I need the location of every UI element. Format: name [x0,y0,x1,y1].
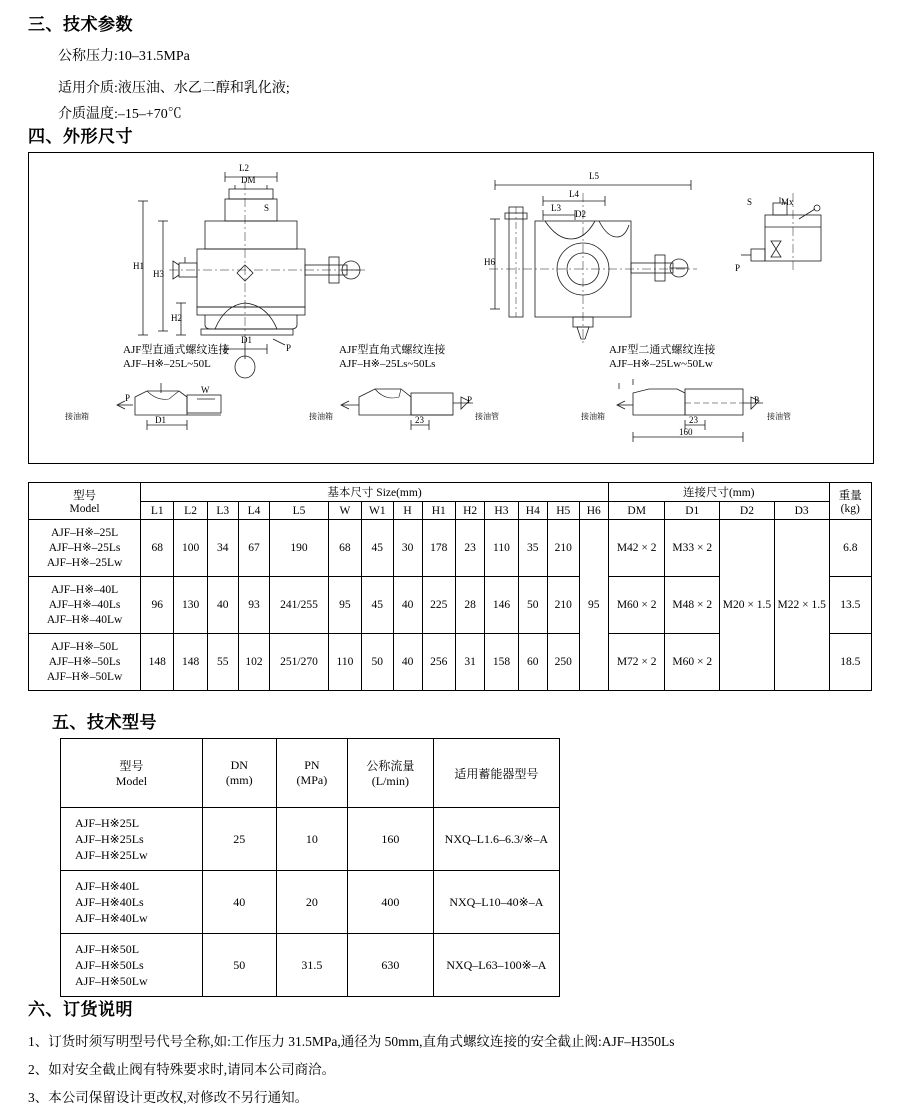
cell-l2: 130 [174,577,207,634]
dim-label-pipe-mid: 接油管 [475,412,499,421]
cell-model: AJF–H※40L [75,879,140,893]
th-w1: W1 [362,502,393,520]
dim-label-tank-left: 接油箱 [65,412,89,421]
dim-label-h6: H6 [484,257,495,267]
th2-pn: PN [304,758,320,772]
cell-h4: 60 [518,634,547,691]
th-h2: H2 [455,502,484,520]
cell-h: 40 [393,634,422,691]
cell-model: AJF–H※25Ls [75,832,144,846]
cell-w1: 50 [362,634,393,691]
th2-flow-unit: (L/min) [371,774,410,788]
th-l1: L1 [141,502,174,520]
caption-1-line2: AJF–H※–25L~50L [123,358,211,370]
table-row [29,520,872,577]
caption-2-line2: AJF–H※–25Ls~50Ls [339,358,436,370]
cell-h2: 23 [455,520,484,577]
th-d2: D2 [720,502,775,520]
cell-weight: 13.5 [829,577,871,634]
ordering-note-1: 1、订货时须写明型号代号全称,如:工作压力 31.5MPa,通径为 50mm,直角式螺纹连接的安全截止阀:AJF–H350Ls [28,1034,675,1049]
cell-accumulator: NXQ–L10–40※–A [433,871,559,934]
dim-label-l3: L3 [551,203,561,213]
cell-accumulator: NXQ–L63–100※–A [433,934,559,997]
dim-label-h1: H1 [133,261,144,271]
dim-label-dm: DM [241,175,256,185]
parameter-nominal-pressure: 公称压力:10–31.5MPa [58,49,190,64]
dim-label-mx: Mx [781,197,794,207]
dim-label-l5: L5 [589,171,599,181]
dim-label-d1-bottom: D1 [155,415,166,425]
dim-label-l2: L2 [239,163,249,173]
cell-d1: M60 × 2 [665,634,720,691]
th-h4: H4 [518,502,547,520]
cell-l1: 68 [141,520,174,577]
cell-h1: 256 [422,634,455,691]
cell-model: AJF–H※50L [75,942,140,956]
dim-label-p: P [286,343,292,353]
cell-accumulator: NXQ–L1.6–6.3/※–A [433,808,559,871]
dim-label-23-mid: 23 [415,415,424,425]
dim-label-w: W [201,385,210,395]
dim-label-l4: L4 [569,189,579,199]
cell-h1: 225 [422,577,455,634]
cell-model: AJF–H※–25L [50,526,119,539]
cell-h3: 146 [485,577,518,634]
cell-d3: M22 × 1.5 [774,520,829,691]
cell-l5: 190 [270,520,329,577]
cell-h1: 178 [422,520,455,577]
th-l4: L4 [238,502,270,520]
th-weight-cn: 重量 [838,490,862,502]
cell-l3: 55 [207,634,238,691]
cell-l3: 40 [207,577,238,634]
cell-d1: M48 × 2 [665,577,720,634]
cell-l2: 148 [174,634,207,691]
cell-dn: 40 [202,871,276,934]
table-header-row-2 [29,502,872,520]
th-d1: D1 [665,502,720,520]
th-connect-size: 连接尺寸(mm) [608,483,829,502]
cell-l5: 251/270 [270,634,329,691]
cell-model: AJF–H※40Lw [75,911,148,925]
table-header-row-1 [29,483,872,502]
th2-dn: DN [230,758,248,772]
dim-label-tank-mid: 接油箱 [309,412,333,421]
cell-h5: 210 [548,577,580,634]
dim-label-23-right: 23 [689,415,698,425]
section-title-dimensions: 四、外形尺寸 [28,127,133,146]
dim-label-p-right2: P [754,395,760,405]
cell-dn: 50 [202,934,276,997]
cell-pn: 10 [276,808,347,871]
cell-d2: M20 × 1.5 [720,520,775,691]
cell-h: 30 [393,520,422,577]
table-row [61,808,560,871]
cell-model: AJF–H※–50Lw [46,670,123,683]
cell-model: AJF–H※–25Ls [48,541,121,554]
parameter-medium: 适用介质:液压油、水乙二醇和乳化液; [58,81,290,96]
th-dm: DM [608,502,664,520]
section-title-technical-model: 五、技术型号 [52,713,157,732]
ordering-note-3: 3、本公司保留设计更改权,对修改不另行通知。 [28,1090,309,1105]
cell-dm: M72 × 2 [608,634,664,691]
cell-h6: 95 [579,520,608,691]
dim-label-160: 160 [679,427,693,437]
cell-h4: 50 [518,577,547,634]
th-model-en: Model [69,503,100,515]
cell-model: AJF–H※–50Ls [48,655,121,668]
th2-dn-unit: (mm) [225,773,253,787]
dim-label-s: S [264,203,270,213]
cell-h5: 250 [548,634,580,691]
table-row [61,871,560,934]
th-model-cn: 型号 [73,490,97,502]
dim-label-h2: H2 [171,313,182,323]
th-l3: L3 [207,502,238,520]
th-h3: H3 [485,502,518,520]
cell-pn: 20 [276,871,347,934]
section-title-technical-parameters: 三、技术参数 [28,15,133,34]
caption-3-line2: AJF–H※–25Lw~50Lw [609,358,713,370]
cell-model: AJF–H※–25Lw [46,556,123,569]
model-table [60,738,560,997]
cell-model: AJF–H※50Lw [75,974,148,988]
cell-model: AJF–H※40Ls [75,895,144,909]
cell-model: AJF–H※25L [75,816,140,830]
cell-d1: M33 × 2 [665,520,720,577]
cell-l3: 34 [207,520,238,577]
th2-model-cn: 型号 [119,759,144,773]
cell-l4: 93 [238,577,270,634]
cell-h3: 110 [485,520,518,577]
cell-model: AJF–H※–40Ls [48,598,121,611]
dim-label-pipe-right: 接油管 [767,412,791,421]
cell-weight: 6.8 [829,520,871,577]
dim-label-h3: H3 [153,269,164,279]
section-title-ordering: 六、订货说明 [28,1000,133,1019]
th2-pn-unit: (MPa) [296,773,328,787]
cell-flow: 160 [348,808,434,871]
ordering-note-2: 2、如对安全截止阀有特殊要求时,请同本公司商洽。 [28,1062,336,1077]
cell-model: AJF–H※50Ls [75,958,144,972]
dim-label-d2: D2 [575,209,586,219]
cell-dn: 25 [202,808,276,871]
cell-h2: 31 [455,634,484,691]
cell-model: AJF–H※–50L [50,640,119,653]
th-w: W [328,502,361,520]
dimension-drawing-panel [28,152,874,464]
th-h: H [393,502,422,520]
cell-w1: 45 [362,520,393,577]
cell-l1: 148 [141,634,174,691]
th-basic-size: 基本尺寸 Size(mm) [141,483,609,502]
th-d3: D3 [774,502,829,520]
cell-h3: 158 [485,634,518,691]
cell-h5: 210 [548,520,580,577]
th2-accumulator: 适用蓄能器型号 [433,739,559,808]
th-h5: H5 [548,502,580,520]
cell-h4: 35 [518,520,547,577]
th-weight-unit: (kg) [840,503,860,515]
caption-3-line1: AJF型二通式螺纹连接 [609,344,716,356]
cell-h2: 28 [455,577,484,634]
th-l2: L2 [174,502,207,520]
cell-l5: 241/255 [270,577,329,634]
cell-l2: 100 [174,520,207,577]
cell-w: 68 [328,520,361,577]
dim-label-d1: D1 [241,335,252,345]
cell-h: 40 [393,577,422,634]
th-h1: H1 [422,502,455,520]
cell-flow: 630 [348,934,434,997]
cell-flow: 400 [348,871,434,934]
cell-w1: 45 [362,577,393,634]
cell-dm: M42 × 2 [608,520,664,577]
dim-label-p-mid: P [467,395,473,405]
cell-model: AJF–H※–40L [50,583,119,596]
th2-flow: 公称流量 [366,759,415,773]
dim-label-s-right: S [747,197,753,207]
cell-pn: 31.5 [276,934,347,997]
cell-l1: 96 [141,577,174,634]
dim-label-p-left: P [125,393,131,403]
cell-w: 110 [328,634,361,691]
dimensions-table [28,482,872,691]
th-h6: H6 [579,502,608,520]
cell-model: AJF–H※25Lw [75,848,148,862]
cell-l4: 102 [238,634,270,691]
th2-model-en: Model [115,774,148,788]
cell-model: AJF–H※–40Lw [46,613,123,626]
cell-dm: M60 × 2 [608,577,664,634]
table-row [61,934,560,997]
cell-w: 95 [328,577,361,634]
dim-label-p-right: P [735,263,741,273]
th-l5: L5 [270,502,329,520]
cell-l4: 67 [238,520,270,577]
dim-label-tank-right: 接油箱 [581,412,605,421]
parameter-temperature: 介质温度:–15–+70℃ [58,107,182,122]
cell-weight: 18.5 [829,634,871,691]
caption-1-line1: AJF型直通式螺纹连接 [123,344,230,356]
caption-2-line1: AJF型直角式螺纹连接 [339,344,446,356]
table-header-row [61,739,560,808]
